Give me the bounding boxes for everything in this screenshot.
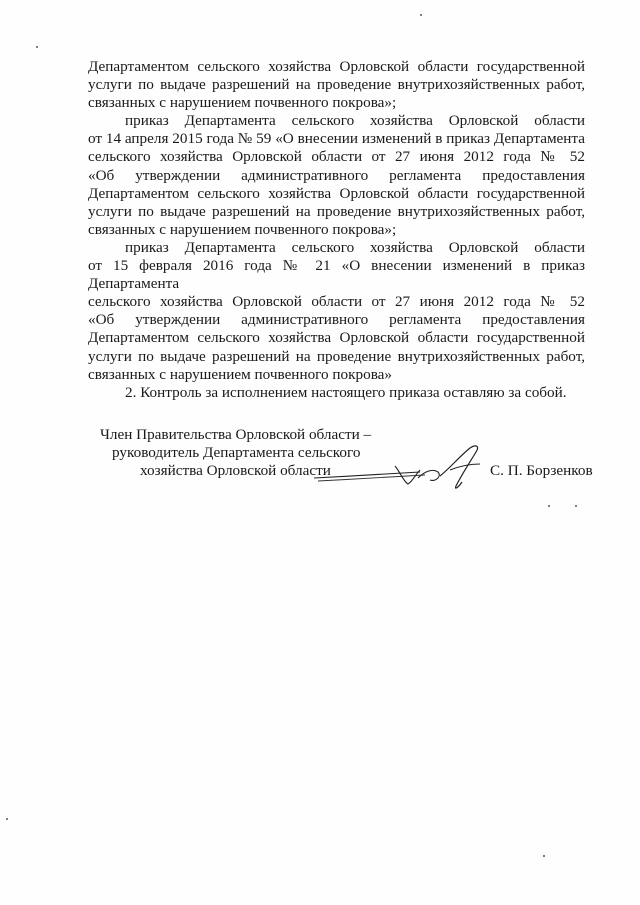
- text-line: приказ Департамента сельского хозяйства Орловской области: [125, 112, 585, 130]
- text-line: Департаментом сельского хозяйства Орловской области государственной: [88, 329, 585, 347]
- signer-position-line-2: руководитель Департамента сельского: [112, 444, 361, 461]
- text-line: услуги по выдаче разрешений на проведение внутрихозяйственных работ,: [88, 202, 585, 220]
- signer-position-line-3: хозяйства Орловской области: [140, 462, 331, 479]
- paragraph-control-clause: [88, 384, 585, 402]
- text-line: 2. Контроль за исполнением настоящего приказа оставляю за собой.: [125, 383, 567, 401]
- text-line: сельского хозяйства Орловской области от 27 июня 2012 года № 52: [88, 293, 585, 311]
- text-line: приказ Департамента сельского хозяйства Орловской области: [125, 238, 585, 256]
- paragraph-continuation: [88, 58, 585, 112]
- paragraph-order-2015: [88, 112, 585, 239]
- text-line: «Об утверждении административного регламента предоставления: [88, 166, 585, 184]
- scan-speck: [548, 505, 550, 507]
- text-line: услуги по выдаче разрешений на проведение внутрихозяйственных работ,: [88, 347, 585, 365]
- scan-speck: [36, 46, 38, 48]
- scan-speck: [575, 505, 577, 507]
- text-line: от 15 февраля 2016 года № 21 «О внесении изменений в приказ Департамента: [88, 257, 585, 293]
- text-line: связанных с нарушением почвенного покрова»: [88, 365, 392, 383]
- document-body: [88, 58, 585, 402]
- text-line: Департаментом сельского хозяйства Орловской области государственной: [88, 58, 585, 75]
- paragraph-order-2016: [88, 239, 585, 384]
- handwritten-signature: [300, 438, 500, 498]
- text-line: услуги по выдаче разрешений на проведение внутрихозяйственных работ,: [88, 76, 585, 94]
- scan-speck: [420, 14, 422, 16]
- text-line: связанных с нарушением почвенного покрова»;: [88, 94, 397, 112]
- scan-speck: [543, 855, 545, 857]
- signer-position-line-1: Член Правительства Орловской области –: [100, 426, 372, 443]
- text-line: от 14 апреля 2015 года № 59 «О внесении изменений в приказ Департамента: [88, 130, 585, 148]
- signer-name: С. П. Борзенков: [490, 462, 593, 479]
- text-line: сельского хозяйства Орловской области от 27 июня 2012 года № 52: [88, 148, 585, 166]
- scan-speck: [6, 818, 8, 820]
- text-line: «Об утверждении административного регламента предоставления: [88, 311, 585, 329]
- text-line: связанных с нарушением почвенного покрова»;: [88, 220, 397, 238]
- text-line: Департаментом сельского хозяйства Орловской области государственной: [88, 184, 585, 202]
